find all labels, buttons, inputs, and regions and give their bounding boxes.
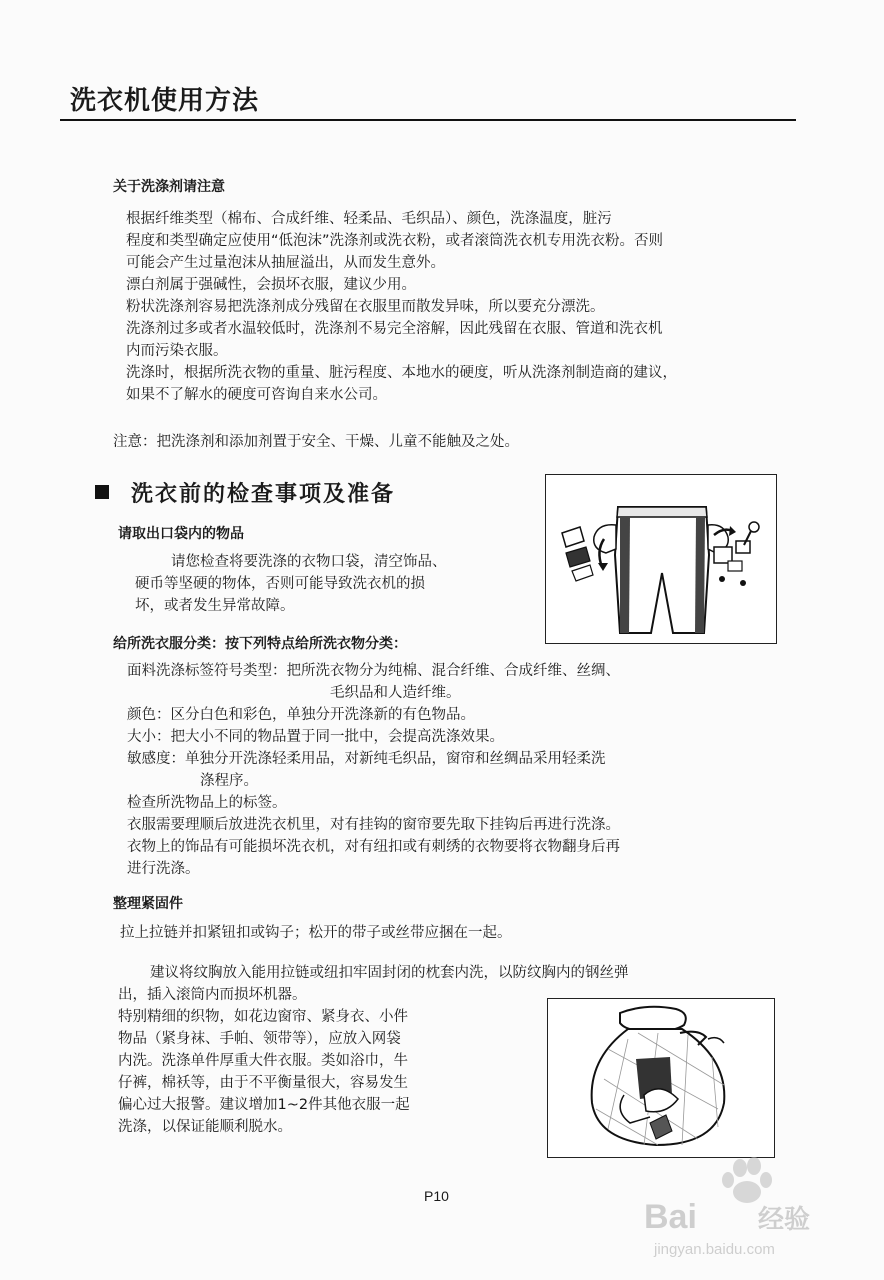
text-line: 仔裤，棉袄等，由于不平衡量很大，容易发生 <box>118 1075 408 1091</box>
pants-pocket-icon <box>546 475 776 643</box>
text-line: 检查所洗物品上的标签。 <box>127 795 287 811</box>
text-line: 洗涤时，根据所洗衣物的重量、脏污程度、本地水的硬度，听从洗涤剂制造商的建议， <box>126 365 677 381</box>
title-divider <box>60 119 796 121</box>
laundry-bag-illustration <box>547 998 775 1158</box>
sorting-paragraph <box>127 660 620 880</box>
text-line: 漂白剂属于强碱性，会损坏衣服，建议少用。 <box>126 277 416 293</box>
text-line: 建议将纹胸放入能用拉链或纽扣牢固封闭的枕套内洗，以防纹胸内的钢丝弹 <box>150 965 629 981</box>
fasteners-heading: 整理紧固件 <box>113 896 183 912</box>
section-heading <box>95 477 395 508</box>
text-line: 洗涤剂过多或者水温较低时，洗涤剂不易完全溶解，因此残留在衣服、管道和洗衣机 <box>126 321 663 337</box>
detergent-paragraph <box>126 208 677 406</box>
text-line: 程度和类型确定应使用“低泡沫”洗涤剂或洗衣粉，或者滚筒洗衣机专用洗衣粉。否则 <box>126 233 664 249</box>
text-line: 内洗。洗涤单件厚重大件衣服。类如浴巾，牛 <box>118 1053 408 1069</box>
text-line: 面料洗涤标签符号类型：把所洗衣物分为纯棉、混合纤维、合成纤维、丝绸、 <box>127 663 620 679</box>
pockets-paragraph <box>135 551 447 617</box>
text-line: 物品（紧身袜、手帕、领带等），应放入网袋 <box>118 1031 401 1047</box>
baidu-jingyan-watermark <box>640 1156 840 1266</box>
text-line: 敏感度：单独分开洗涤轻柔用品，对新纯毛织品，窗帘和丝绸品采用轻柔洗 <box>127 751 606 767</box>
text-line: 毛织品和人造纤维。 <box>330 685 461 701</box>
detergent-heading: 关于洗涤剂请注意 <box>113 179 225 195</box>
text-line: 如果不了解水的硬度可咨询自来水公司。 <box>126 387 387 403</box>
text-line: 衣服需要理顺后放进洗衣机里，对有挂钩的窗帘要先取下挂钩后再进行洗涤。 <box>127 817 620 833</box>
baidu-paw-logo <box>640 1156 840 1266</box>
text-line: 内而污染衣服。 <box>126 343 228 359</box>
watermark-url: jingyan.baidu.com <box>654 1241 775 1258</box>
sorting-heading: 给所洗衣服分类：按下列特点给所洗衣物分类： <box>113 636 407 652</box>
pockets-illustration <box>545 474 777 644</box>
page-title: 洗衣机使用方法 <box>70 86 260 116</box>
text-line: 请您检查将要洗涤的衣物口袋，清空饰品、 <box>171 554 447 570</box>
laundry-bag-icon <box>548 999 774 1157</box>
text-line: 硬币等坚硬的物体，否则可能导致洗衣机的损 <box>135 576 425 592</box>
text-line: 涤程序。 <box>200 773 258 789</box>
section-heading-text: 洗衣前的检查事项及准备 <box>131 482 396 507</box>
text-line: 出，插入滚筒内而损坏机器。 <box>118 987 307 1003</box>
detergent-note: 注意：把洗涤剂和添加剂置于安全、干燥、儿童不能触及之处。 <box>113 434 519 450</box>
text-line: 进行洗涤。 <box>127 861 200 877</box>
fasteners-intro: 拉上拉链并扣紧钮扣或钩子；松开的带子或丝带应捆在一起。 <box>120 925 512 941</box>
text-line: 大小：把大小不同的物品置于同一批中，会提高洗涤效果。 <box>127 729 504 745</box>
text-line: 偏心过大报警。建议增加1~2件其他衣服一起 <box>118 1097 410 1113</box>
bullet-square-icon <box>95 485 109 499</box>
text-line: 衣物上的饰品有可能损坏洗衣机，对有纽扣或有刺绣的衣物要将衣物翻身后再 <box>127 839 620 855</box>
text-line: 特别精细的织物，如花边窗帘、紧身衣、小件 <box>118 1009 408 1025</box>
watermark-brand-cn: 经验 <box>758 1204 811 1234</box>
text-line: 颜色：区分白色和彩色，单独分开洗涤新的有色物品。 <box>127 707 475 723</box>
pockets-heading: 请取出口袋内的物品 <box>118 526 244 542</box>
watermark-brand: Bai <box>644 1198 697 1236</box>
text-line: 根据纤维类型（棉布、合成纤维、轻柔品、毛织品）、颜色，洗涤温度，脏污 <box>126 211 612 227</box>
text-line: 坏，或者发生异常故障。 <box>135 598 295 614</box>
text-line: 洗涤，以保证能顺利脱水。 <box>118 1119 292 1135</box>
text-line: 可能会产生过量泡沫从抽屉溢出，从而发生意外。 <box>126 255 445 271</box>
page-number: P10 <box>424 1188 449 1204</box>
text-line: 粉状洗涤剂容易把洗涤剂成分残留在衣服里而散发异味，所以要充分漂洗。 <box>126 299 605 315</box>
